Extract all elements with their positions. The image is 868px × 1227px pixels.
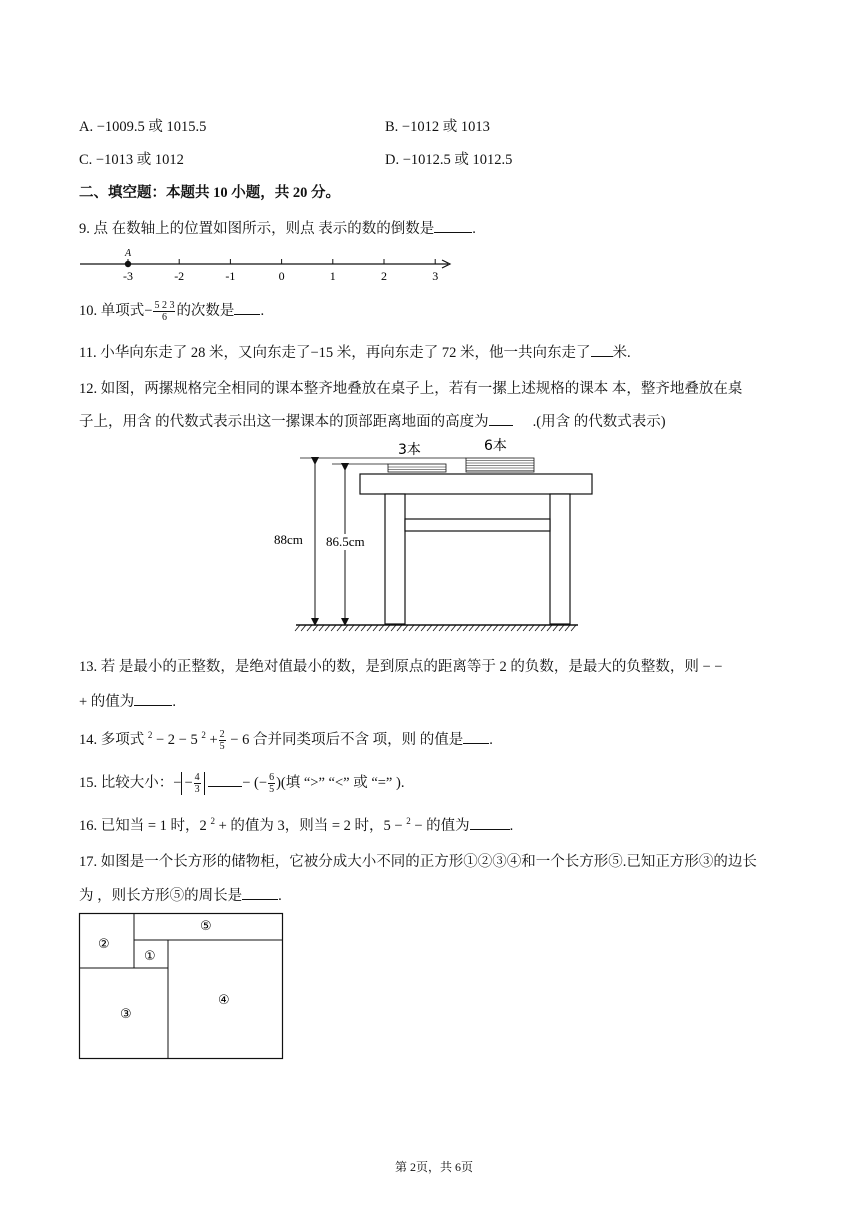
question-12-line-2 bbox=[79, 410, 666, 431]
rectangle-5-label: ⑤ bbox=[200, 919, 212, 934]
desk-figure bbox=[270, 436, 610, 636]
question-12-line-1: 12. 如图，两摞规格完全相同的课本整齐地叠放在桌子上，若有一摞上述规格的课本 本，整齐地叠放在桌 bbox=[79, 381, 743, 397]
desk-top bbox=[360, 474, 592, 494]
question-9-text: 9. 点 在数轴上的位置如图所示，则点 表示的数的倒数是 bbox=[79, 221, 435, 237]
point-a-label: A bbox=[125, 248, 132, 259]
q14-mid: − 2 − 5 bbox=[152, 732, 202, 748]
hatch-stroke bbox=[295, 625, 300, 631]
label-86-5cm: 86.5cm bbox=[326, 534, 365, 549]
hatch-stroke bbox=[385, 625, 390, 631]
q14-exponent: 2 bbox=[201, 730, 206, 741]
question-13-line-1: 13. 若 是最小的正整数，是绝对值最小的数，是到原点的距离等于 2 的负数，是最大的负整数，则 − − bbox=[79, 659, 723, 675]
hatch-stroke bbox=[547, 625, 552, 631]
hatch-stroke bbox=[469, 625, 474, 631]
hatch-stroke bbox=[391, 625, 396, 631]
q16-exponent: 2 bbox=[406, 816, 411, 827]
hatch-stroke bbox=[487, 625, 492, 631]
question-16 bbox=[79, 814, 513, 835]
axis-tick-label: 0 bbox=[278, 269, 285, 282]
hatch-stroke bbox=[505, 625, 510, 631]
fraction-denominator: 5 bbox=[269, 784, 275, 796]
answer-blank[interactable] bbox=[134, 693, 172, 706]
question-9 bbox=[79, 217, 476, 238]
hatch-stroke bbox=[475, 625, 480, 631]
question-10-pre: 10. 单项式− bbox=[79, 303, 153, 319]
hatch-stroke bbox=[553, 625, 558, 631]
three-book-stack bbox=[388, 464, 446, 472]
answer-blank[interactable] bbox=[489, 413, 513, 426]
hatch-stroke bbox=[325, 625, 330, 631]
hatch-stroke bbox=[457, 625, 462, 631]
hatch-stroke bbox=[565, 625, 570, 631]
fraction bbox=[268, 772, 275, 795]
hatch-stroke bbox=[421, 625, 426, 631]
q15-pre: 15. 比较大小：− bbox=[79, 775, 182, 791]
axis-tick-label: 1 bbox=[329, 269, 336, 282]
hatch-stroke bbox=[571, 625, 576, 631]
question-14 bbox=[79, 728, 493, 752]
label-6-books: 6本 bbox=[484, 438, 507, 454]
axis-tick-label: -3 bbox=[123, 269, 133, 282]
fraction-numerator: 6 bbox=[269, 772, 275, 784]
storage-cabinet-figure bbox=[78, 912, 286, 1062]
fraction-numerator: 2 bbox=[219, 729, 225, 741]
question-13-end: . bbox=[172, 694, 176, 710]
square-1-label: ① bbox=[144, 949, 156, 964]
question-10 bbox=[79, 299, 264, 323]
hatch-stroke bbox=[349, 625, 354, 631]
q15-post: )(填 “>” “<” 或 “=” ). bbox=[276, 775, 405, 791]
question-10-post: 的次数是 bbox=[176, 303, 235, 319]
hatch-stroke bbox=[331, 625, 336, 631]
question-12-note: .(用含 的代数式表示) bbox=[532, 414, 666, 430]
fraction-numerator: 5 2 3 bbox=[154, 300, 175, 312]
fraction-denominator: 6 bbox=[161, 312, 167, 324]
hatch-stroke bbox=[313, 625, 318, 631]
hatch-stroke bbox=[445, 625, 450, 631]
q14-end: . bbox=[489, 732, 493, 748]
q14-pre: 14. 多项式 bbox=[79, 732, 148, 748]
hatch-stroke bbox=[301, 625, 306, 631]
page-footer: 第 2页，共 6页 bbox=[394, 1160, 473, 1174]
label-88cm: 88cm bbox=[274, 532, 303, 547]
q15-mid: − (− bbox=[242, 775, 268, 791]
point-a-dot bbox=[125, 261, 131, 267]
fraction bbox=[194, 772, 201, 795]
question-13-line-2 bbox=[79, 690, 176, 711]
desk-leg-right bbox=[550, 494, 570, 624]
hatch-stroke bbox=[523, 625, 528, 631]
hatch-stroke bbox=[343, 625, 348, 631]
hatch-stroke bbox=[439, 625, 444, 631]
q14-post: − 6 合并同类项后不含 项，则 的值是 bbox=[226, 732, 464, 748]
hatch-stroke bbox=[499, 625, 504, 631]
fraction bbox=[219, 729, 226, 752]
hatch-stroke bbox=[463, 625, 468, 631]
hatch-stroke bbox=[397, 625, 402, 631]
label-3-books: 3本 bbox=[398, 442, 421, 458]
fraction-denominator: 3 bbox=[194, 784, 200, 796]
option-b: B. −1012 或 1013 bbox=[385, 119, 490, 135]
fraction bbox=[153, 300, 175, 323]
axis-tick-label: -1 bbox=[225, 269, 236, 282]
hatch-stroke bbox=[403, 625, 408, 631]
square-3-label: ③ bbox=[120, 1007, 132, 1022]
answer-blank[interactable] bbox=[234, 302, 260, 315]
number-line-figure bbox=[76, 242, 460, 282]
desk-leg-left bbox=[385, 494, 405, 624]
answer-blank[interactable] bbox=[208, 774, 242, 787]
hatch-stroke bbox=[541, 625, 546, 631]
hatch-stroke bbox=[493, 625, 498, 631]
axis-tick-label: 3 bbox=[432, 269, 439, 282]
fraction-denominator: 5 bbox=[219, 741, 225, 753]
cabinet-outline bbox=[80, 914, 283, 1059]
question-17-text: 为 ，则长方形⑤的周长是 bbox=[79, 888, 243, 904]
answer-blank[interactable] bbox=[242, 887, 278, 900]
axis-tick-label: 2 bbox=[381, 269, 387, 282]
question-11-end: 米. bbox=[612, 345, 631, 361]
axis-tick-label: -2 bbox=[174, 269, 185, 282]
hatch-stroke bbox=[361, 625, 366, 631]
question-10-end: . bbox=[260, 303, 265, 319]
hatch-stroke bbox=[535, 625, 540, 631]
hatch-stroke bbox=[373, 625, 378, 631]
ground-hatching bbox=[295, 625, 576, 631]
hatch-stroke bbox=[481, 625, 486, 631]
hatch-stroke bbox=[409, 625, 414, 631]
answer-blank[interactable] bbox=[591, 344, 613, 357]
question-17-line-1: 17. 如图是一个长方形的储物柜，它被分成大小不同的正方形①②③④和一个长方形⑤.已知正方形③的边长 bbox=[79, 854, 757, 870]
question-15: 15. 比较大小：− − $\frac{4}{3}$ − (− $\frac{6}{5}$ )(填 “>” “<” 或 “=” ). bbox=[79, 772, 405, 796]
square-2-label: ② bbox=[98, 937, 110, 952]
answer-blank[interactable] bbox=[463, 731, 489, 744]
q16-pre: 16. 已知当 = 1 时，2 bbox=[79, 818, 211, 834]
hatch-stroke bbox=[307, 625, 312, 631]
hatch-stroke bbox=[433, 625, 438, 631]
hatch-stroke bbox=[517, 625, 522, 631]
q16-end: . bbox=[509, 818, 514, 834]
six-book-stack bbox=[466, 458, 534, 472]
question-17-line-2 bbox=[79, 884, 282, 905]
hatch-stroke bbox=[559, 625, 564, 631]
question-12-text: 子上，用含 的代数式表示出这一摞课本的顶部距离地面的高度为 bbox=[79, 414, 489, 430]
q16-post: − 的值为 bbox=[410, 818, 470, 834]
question-11 bbox=[79, 341, 631, 362]
hatch-stroke bbox=[451, 625, 456, 631]
answer-blank[interactable] bbox=[470, 817, 510, 830]
hatch-stroke bbox=[367, 625, 372, 631]
hatch-stroke bbox=[529, 625, 534, 631]
q16-exponent: 2 bbox=[210, 816, 215, 827]
hatch-stroke bbox=[319, 625, 324, 631]
hatch-stroke bbox=[379, 625, 384, 631]
option-a: A. −1009.5 或 1015.5 bbox=[79, 119, 207, 135]
question-11-text: 11. 小华向东走了 28 米，又向东走了−15 米，再向东走了 72 米，他一共向东走了 bbox=[79, 345, 591, 361]
option-c: C. −1013 或 1012 bbox=[79, 152, 184, 168]
hatch-stroke bbox=[337, 625, 342, 631]
hatch-stroke bbox=[427, 625, 432, 631]
fraction-numerator: 4 bbox=[194, 772, 200, 784]
hatch-stroke bbox=[355, 625, 360, 631]
hatch-stroke bbox=[511, 625, 516, 631]
q16-mid: + 的值为 3，则当 = 2 时，5 − bbox=[214, 818, 407, 834]
question-13-text: + 的值为 bbox=[79, 694, 135, 710]
question-9-end: . bbox=[472, 221, 476, 237]
section-heading: 二、填空题：本题共 10 小题，共 20 分。 bbox=[79, 185, 340, 201]
q14-mid: + bbox=[205, 732, 218, 748]
desk-crossbar bbox=[405, 519, 550, 531]
q14-exponent: 2 bbox=[147, 730, 153, 741]
square-4-label: ④ bbox=[218, 993, 230, 1008]
answer-blank[interactable] bbox=[434, 220, 472, 233]
question-17-end: . bbox=[278, 888, 282, 904]
hatch-stroke bbox=[415, 625, 420, 631]
option-d: D. −1012.5 或 1012.5 bbox=[385, 152, 513, 168]
